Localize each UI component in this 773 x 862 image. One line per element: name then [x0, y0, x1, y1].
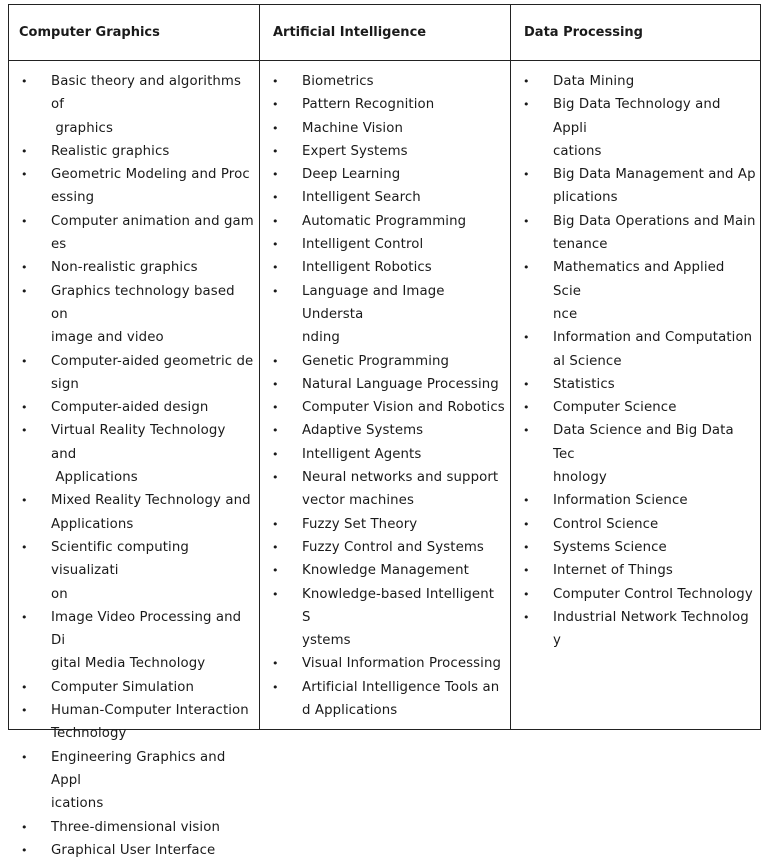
list-item-text: Big Data Technology and Appli cations: [553, 97, 721, 159]
list-item-text: Data Science and Big Data Tec hnology: [553, 423, 734, 486]
list-item: [260, 233, 510, 256]
list-item: [260, 513, 510, 536]
topic-list: [511, 61, 760, 652]
list-item-text: Artificial Intelligence Tools an d Applications: [302, 679, 500, 719]
list-item: [9, 140, 259, 163]
list-item-text: Graphics technology based on image and video: [51, 283, 235, 346]
list-item: [511, 93, 760, 163]
list-item: [511, 70, 760, 93]
list-item-text: Knowledge-based Intelligent S ystems: [302, 586, 495, 649]
list-item: [260, 676, 510, 723]
list-item: [260, 140, 510, 163]
list-item-text: Computer Vision and Robotics: [302, 400, 505, 416]
list-item: [9, 816, 259, 839]
list-item-text: Computer Science: [553, 400, 677, 416]
list-item: [9, 419, 259, 489]
list-item: [511, 256, 760, 326]
list-item: [260, 210, 510, 233]
list-item: [9, 70, 259, 140]
list-item: [260, 583, 510, 653]
list-item: [9, 676, 259, 699]
list-item: [9, 396, 259, 419]
list-item: [9, 163, 259, 210]
list-item-text: Computer Control Technology: [553, 586, 753, 602]
list-item: [260, 536, 510, 559]
list-item: [511, 373, 760, 396]
list-item-text: Big Data Management and Ap plications: [553, 167, 756, 206]
column-header: Artificial Intelligence: [260, 5, 510, 61]
list-item: [511, 536, 760, 559]
list-item-text: Machine Vision: [302, 120, 403, 136]
list-item: [260, 396, 510, 419]
list-item-text: Intelligent Robotics: [302, 260, 432, 276]
list-item: [260, 70, 510, 93]
list-item: [9, 256, 259, 279]
list-item-text: Intelligent Agents: [302, 446, 422, 462]
list-item-text: Fuzzy Control and Systems: [302, 539, 484, 555]
list-item: [260, 350, 510, 373]
list-item: [511, 489, 760, 512]
list-item: [9, 489, 259, 536]
list-item-text: Intelligent Search: [302, 190, 421, 206]
list-item-text: Mathematics and Applied Scie nce: [553, 260, 725, 322]
list-item-text: Intelligent Control: [302, 237, 424, 253]
list-item: [260, 443, 510, 466]
list-item: [511, 606, 760, 653]
list-item-text: Data Mining: [553, 74, 635, 89]
list-item: [511, 163, 760, 210]
list-item-text: Neural networks and support vector machines: [302, 470, 499, 509]
list-item-text: Information Science: [553, 493, 688, 509]
list-item: [511, 583, 760, 606]
list-item: [260, 559, 510, 582]
list-item-text: Graphical User Interface: [51, 842, 216, 858]
list-item: [260, 280, 510, 350]
list-item-text: Deep Learning: [302, 167, 401, 183]
topic-list: [260, 61, 510, 722]
list-item: [511, 559, 760, 582]
column-header: Data Processing: [511, 5, 760, 61]
list-item-text: Control Science: [553, 516, 659, 532]
list-item-text: Adaptive Systems: [302, 423, 424, 439]
column-artificial-intelligence: [259, 5, 510, 729]
list-item: [260, 93, 510, 116]
list-item-text: Systems Science: [553, 539, 667, 555]
topic-list: [9, 61, 259, 862]
column-header: Computer Graphics: [9, 5, 259, 61]
list-item-text: Expert Systems: [302, 143, 408, 159]
list-item: [260, 186, 510, 209]
list-item-text: Computer-aided geometric de sign: [51, 353, 254, 392]
list-item: [260, 652, 510, 675]
list-item: [9, 280, 259, 350]
list-item-text: Human-Computer Interaction Technology: [51, 703, 249, 742]
list-item-text: Scientific computing visualizati on: [51, 539, 189, 602]
list-item-text: Mixed Reality Technology and Applications: [51, 493, 251, 532]
list-item: [260, 117, 510, 140]
list-item-text: Image Video Processing and Di gital Media Technology: [51, 609, 242, 672]
list-item: [9, 210, 259, 257]
list-item-text: Visual Information Processing: [302, 656, 502, 672]
list-item: [9, 839, 259, 862]
list-item-text: Automatic Programming: [302, 213, 467, 229]
list-item-text: Computer Simulation: [51, 679, 195, 695]
list-item: [260, 466, 510, 513]
list-item-text: Basic theory and algorithms of graphics: [51, 74, 241, 136]
list-item-text: Industrial Network Technolog y: [553, 609, 749, 649]
list-item-text: Statistics: [553, 376, 615, 392]
topics-table: [8, 4, 761, 858]
list-item-text: Biometrics: [302, 74, 374, 89]
list-item: [9, 746, 259, 816]
list-item-text: Pattern Recognition: [302, 97, 435, 113]
list-item-text: Information and Computation al Science: [553, 330, 753, 369]
list-item: [260, 373, 510, 396]
list-item: [511, 326, 760, 373]
list-item-text: Three-dimensional vision: [51, 819, 220, 835]
list-item: [260, 419, 510, 442]
list-item-text: Genetic Programming: [302, 353, 450, 369]
list-item-text: Big Data Operations and Main tenance: [553, 213, 756, 253]
list-item: [511, 396, 760, 419]
list-item-text: Realistic graphics: [51, 143, 170, 159]
list-item-text: Geometric Modeling and Proc essing: [51, 167, 250, 206]
list-item-text: Knowledge Management: [302, 563, 469, 579]
list-item: [9, 536, 259, 606]
column-data-processing: [510, 5, 760, 729]
list-item-text: Natural Language Processing: [302, 376, 499, 392]
list-item-text: Computer animation and gam es: [51, 213, 254, 253]
list-item: [511, 419, 760, 489]
list-item: [9, 606, 259, 676]
list-item: [511, 210, 760, 257]
list-item-text: Language and Image Understa nding: [302, 283, 445, 346]
list-item-text: Non-realistic graphics: [51, 260, 198, 276]
list-item: [260, 163, 510, 186]
list-item-text: Engineering Graphics and Appl ications: [51, 749, 226, 812]
list-item-text: Internet of Things: [553, 563, 673, 579]
list-item-text: Virtual Reality Technology and Applications: [51, 423, 226, 486]
list-item: [260, 256, 510, 279]
list-item-text: Computer-aided design: [51, 400, 209, 416]
list-item: [9, 350, 259, 397]
list-item-text: Fuzzy Set Theory: [302, 516, 418, 532]
list-item: [511, 513, 760, 536]
column-computer-graphics: [9, 5, 259, 858]
